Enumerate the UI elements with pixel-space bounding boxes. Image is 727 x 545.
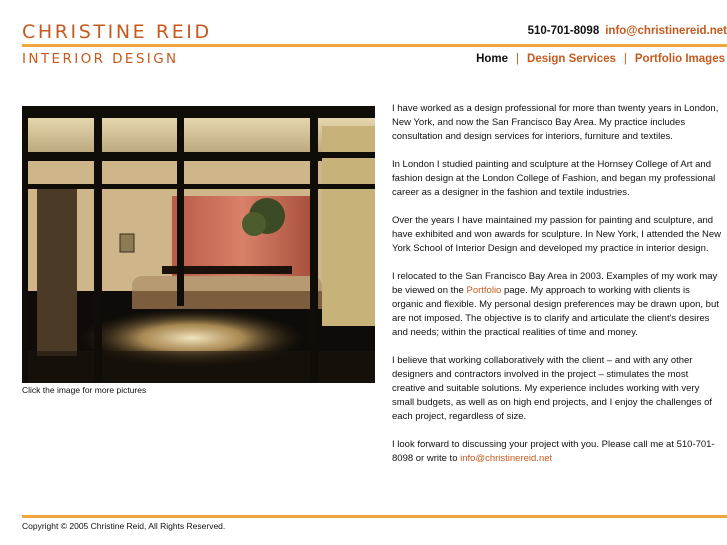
interior-photo [22,106,375,383]
email-link-inline[interactable]: info@christinereid.net [460,453,553,464]
nav-separator: | [623,53,627,65]
bio-paragraph: In London I studied painting and sculpture at the Hornsey College of Art and fashion design at the London College of Fashion, and began my professional career as a designer in the fashion and textile industries. [392,159,716,198]
main-nav [476,53,725,65]
bio-paragraph [392,270,723,340]
bio-paragraph: Over the years I have maintained my passion for painting and sculpture, and have exhibited and won awards for sculpture. In New York, I attended the New York School of Interior Design and developed my practice in interior design. [392,215,722,254]
header-rule [22,44,727,47]
nav-home[interactable]: Home [476,53,509,65]
footer-rule [22,515,727,518]
bio-paragraph: I believe that working collaboratively with the client – and with any other designers and contractors involved in the project – stimulates the most creative and suitable solutions. My experience includes working with very small budgets, as well as on high end projects, and I enjoy the challenges of each project, regardless of size. [392,355,713,422]
bio-paragraph: I have worked as a design professional for more than twenty years in London, New York, and now the San Francisco Bay Area. My practice includes consultation and design services for interiors, furniture and textiles. [392,103,719,142]
bio-text-fragment: I relocated to the San Francisco Bay Area in 2003. Examples of my work may be viewed on the [392,271,718,296]
bio-paragraph [392,438,723,466]
brand-name: CHRISTINE REID [22,21,212,43]
bio-text-fragment: I look forward to discussing your project with you. Please call me at 510-701-8098 or write to [392,439,715,464]
email-link[interactable]: info@christinereid.net [605,25,727,37]
nav-separator: | [516,53,520,65]
nav-portfolio-images[interactable]: Portfolio Images [634,53,725,65]
contact-info [528,25,727,37]
bio-text [392,102,723,480]
nav-design-services[interactable]: Design Services [527,53,616,65]
bio-text-fragment: page. My approach to working with clients is organic and flexible. My personal design preferences may be drawn upon, but are not imposed. The objective is to clarify and articulate the client's desires and needs; within the practical realities of time and money. [392,285,719,338]
brand-tagline: INTERIOR DESIGN [22,51,179,67]
interior-photo-link[interactable] [22,106,375,383]
photo-caption: Click the image for more pictures [22,385,147,395]
portfolio-link[interactable]: Portfolio [466,285,502,296]
phone-number: 510-701-8098 [527,25,600,37]
copyright-notice: Copyright © 2005 Christine Reid, All Rights Reserved. [22,521,226,531]
